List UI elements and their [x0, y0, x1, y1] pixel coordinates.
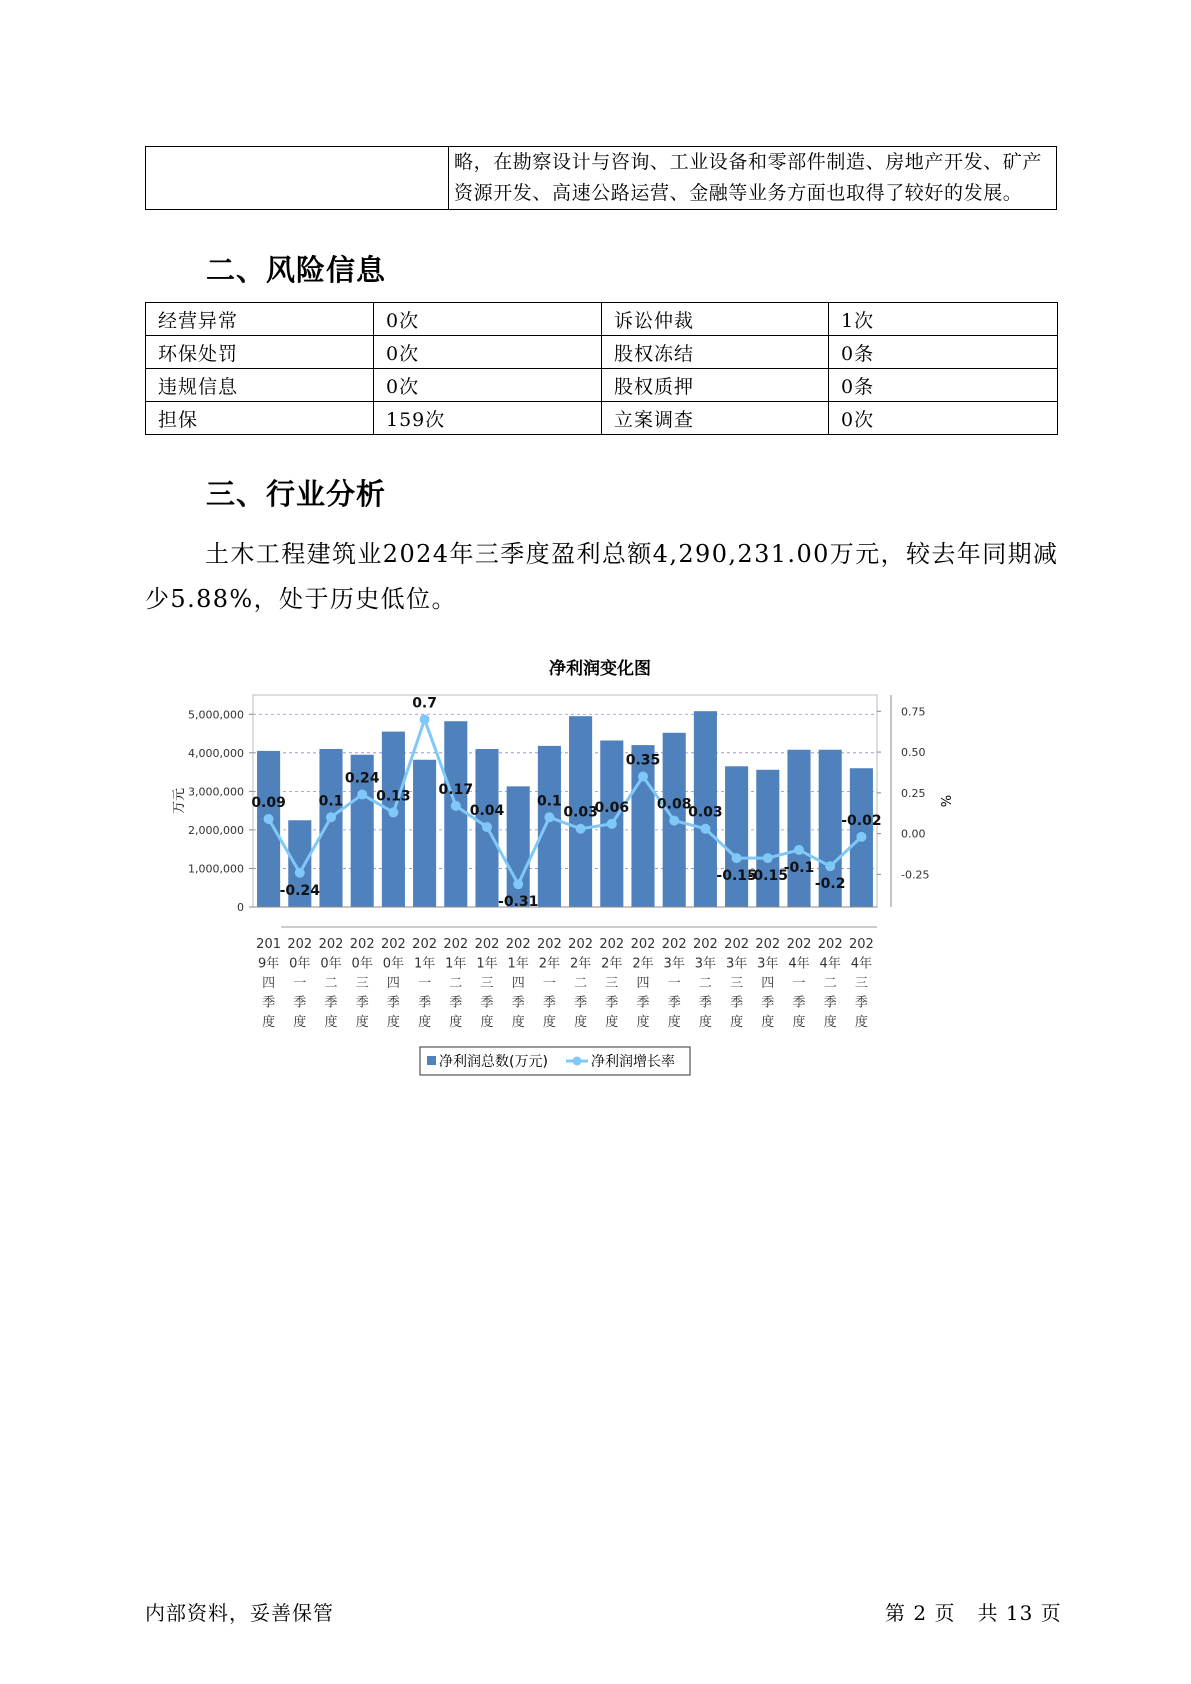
x-category-part: 度	[823, 1015, 837, 1030]
risk-row	[146, 336, 1058, 369]
x-category-part: 0年	[382, 956, 405, 972]
x-category-label	[599, 937, 624, 1030]
net-profit-bar	[319, 749, 342, 907]
growth-rate-label: -0.02	[841, 812, 882, 829]
x-category-part: 4年	[850, 956, 873, 972]
x-category-part: 季	[792, 995, 806, 1011]
x-category-part: 3年	[694, 956, 717, 972]
x-category-part: 202	[599, 937, 625, 952]
x-category-part: 季	[262, 995, 276, 1011]
y2-tick-label: 0.00	[901, 827, 926, 841]
x-category-label	[443, 937, 468, 1030]
x-category-part: 度	[449, 1015, 463, 1030]
growth-rate-label: -0.2	[814, 876, 846, 893]
growth-rate-point	[357, 789, 367, 799]
growth-rate-label: 0.17	[438, 781, 474, 798]
risk-label-cell: 立案调查	[602, 402, 829, 435]
risk-label-cell: 股权质押	[602, 369, 829, 402]
x-category-part: 202	[536, 937, 562, 952]
x-category-part: 季	[480, 995, 494, 1011]
net-profit-bar	[257, 751, 280, 907]
risk-value-cell: 0次	[374, 369, 602, 402]
net-profit-bar	[787, 750, 810, 907]
footer-page-number: 第 2 页 共 13 页	[885, 1601, 1062, 1625]
growth-rate-label: 0.24	[344, 770, 380, 787]
x-category-part: 季	[574, 995, 588, 1011]
x-category-label	[319, 937, 344, 1030]
x-category-part: 季	[511, 995, 525, 1011]
net-profit-bar	[538, 746, 561, 907]
x-category-part: 二	[324, 976, 338, 991]
x-category-part: 季	[293, 995, 307, 1011]
x-category-part: 202	[817, 937, 843, 952]
risk-label-cell: 环保处罚	[146, 336, 374, 369]
x-category-part: 一	[667, 976, 681, 991]
x-category-part: 季	[542, 995, 556, 1011]
y-tick-label: 4,000,000	[188, 746, 244, 760]
x-category-part: 202	[692, 937, 718, 952]
description-line-2: 资源开发、高速公路运营、金融等业务方面也取得了较好的发展。	[454, 182, 1023, 204]
x-category-part: 202	[661, 937, 687, 952]
x-category-part: 度	[542, 1015, 556, 1030]
risk-label-cell: 经营异常	[146, 303, 374, 336]
x-category-label	[787, 937, 812, 1030]
x-category-label	[412, 937, 437, 1030]
risk-label-cell: 担保	[146, 402, 374, 435]
x-category-part: 度	[761, 1015, 775, 1030]
x-category-part: 202	[349, 937, 375, 952]
x-category-part: 三	[355, 976, 369, 991]
x-category-part: 季	[730, 995, 744, 1011]
y2-tick-label: 0.75	[901, 705, 926, 719]
growth-rate-label: 0.03	[688, 804, 723, 821]
x-category-part: 度	[574, 1015, 588, 1030]
x-category-part: 度	[511, 1015, 525, 1030]
x-category-part: 度	[480, 1015, 494, 1030]
net-profit-bar	[444, 721, 467, 907]
growth-rate-label: 0.06	[594, 799, 630, 816]
x-category-label	[537, 937, 562, 1030]
x-category-part: 3年	[757, 956, 779, 972]
growth-rate-label: 0.09	[251, 794, 286, 811]
x-category-part: 四	[761, 976, 775, 991]
x-category-label	[568, 937, 593, 1030]
legend-line-label: 净利润增长率	[591, 1054, 675, 1070]
x-category-label	[631, 937, 656, 1030]
y-tick-label: 0	[237, 901, 244, 914]
x-category-part: 202	[568, 937, 594, 952]
x-category-label	[693, 937, 718, 1030]
x-category-part: 1年	[507, 956, 529, 972]
y2-tick-label: 0.50	[901, 746, 926, 760]
x-category-part: 季	[698, 995, 712, 1011]
risk-value-cell: 159次	[374, 402, 602, 435]
x-category-part: 202	[412, 937, 438, 952]
x-category-label	[381, 937, 406, 1030]
x-axis-categories	[256, 937, 874, 1030]
growth-rate-point	[825, 861, 835, 871]
growth-rate-point	[388, 807, 398, 817]
x-category-part: 二	[823, 976, 837, 991]
x-category-label	[849, 937, 874, 1030]
business-description-table	[145, 146, 1057, 210]
x-category-label	[350, 937, 375, 1030]
net-profit-bar	[631, 745, 654, 907]
y-tick-label: 5,000,000	[188, 708, 244, 722]
x-category-part: 季	[386, 995, 400, 1011]
x-category-part: 四	[386, 976, 400, 991]
x-category-part: 201	[256, 937, 282, 952]
growth-rate-point	[638, 772, 648, 782]
growth-rate-point	[732, 853, 742, 863]
growth-rate-point	[576, 824, 586, 834]
x-category-part: 度	[636, 1015, 650, 1030]
growth-rate-point	[856, 832, 866, 842]
x-category-label	[287, 937, 312, 1030]
business-description-cell	[449, 147, 1057, 210]
x-category-part: 202	[505, 937, 531, 952]
risk-row	[146, 303, 1058, 336]
x-category-part: 季	[823, 995, 837, 1011]
y-tick-label: 1,000,000	[188, 862, 244, 876]
x-category-part: 季	[324, 995, 338, 1011]
x-category-part: 度	[418, 1015, 432, 1030]
x-category-label	[755, 937, 780, 1030]
net-profit-bar	[413, 760, 436, 907]
x-category-part: 1年	[445, 956, 467, 972]
x-category-part: 202	[474, 937, 500, 952]
x-category-part: 三	[480, 976, 494, 991]
x-category-part: 三	[854, 976, 868, 991]
growth-rate-label: 0.1	[318, 793, 344, 810]
y2-axis-title: %	[937, 794, 952, 808]
description-line-1: 略，在勘察设计与咨询、工业设备和零部件制造、房地产开发、矿产	[454, 151, 1043, 173]
risk-value-cell: 0次	[374, 303, 602, 336]
growth-rate-point	[544, 812, 554, 822]
growth-rate-point	[700, 824, 710, 834]
x-category-part: 度	[262, 1015, 276, 1030]
x-category-part: 四	[636, 976, 650, 991]
x-category-label	[506, 937, 531, 1030]
x-category-part: 3年	[663, 956, 685, 972]
x-category-part: 一	[792, 976, 806, 991]
x-category-part: 季	[355, 995, 369, 1011]
growth-rate-label: 0.13	[376, 788, 411, 805]
x-category-part: 季	[854, 995, 868, 1011]
x-category-part: 季	[761, 995, 775, 1011]
x-category-part: 度	[792, 1015, 806, 1030]
risk-value-cell: 0次	[374, 336, 602, 369]
risk-label-cell: 诉讼仲裁	[602, 303, 829, 336]
industry-analysis-text: 土木工程建筑业2024年三季度盈利总额4,290,231.00万元，较去年同期减少5.88%，处于历史低位。	[145, 540, 1059, 613]
growth-rate-label: 0.08	[656, 796, 692, 813]
growth-rate-point	[295, 868, 305, 878]
x-category-part: 二	[449, 976, 463, 991]
section-title-risk: 二、风险信息	[206, 253, 387, 287]
y-tick-label: 3,000,000	[188, 785, 244, 799]
risk-label-cell: 股权冻结	[602, 336, 829, 369]
x-category-part: 1年	[413, 956, 436, 972]
growth-rate-label: -0.15	[716, 868, 757, 885]
x-category-part: 度	[730, 1015, 744, 1030]
growth-rate-label: 0.04	[469, 803, 505, 820]
risk-value-cell: 1次	[829, 303, 1058, 336]
x-category-label	[256, 937, 281, 1030]
x-category-part: 一	[418, 976, 432, 991]
x-category-part: 202	[724, 937, 750, 952]
growth-rate-label: -0.24	[279, 882, 320, 899]
x-category-part: 三	[605, 976, 619, 991]
x-category-part: 3年	[725, 956, 748, 972]
x-category-part: 度	[854, 1015, 868, 1030]
x-category-part: 二	[698, 976, 712, 991]
net-profit-bar	[725, 766, 748, 907]
x-category-part: 202	[318, 937, 344, 952]
x-category-part: 度	[293, 1015, 307, 1030]
x-category-part: 三	[730, 976, 744, 991]
growth-rate-point	[420, 714, 430, 724]
growth-rate-point	[451, 801, 461, 811]
chart-title: 净利润变化图	[549, 659, 651, 679]
x-category-part: 季	[449, 995, 463, 1011]
growth-rate-label: 0.03	[563, 804, 598, 821]
growth-rate-label: -0.1	[783, 859, 815, 876]
growth-rate-label: 0.1	[536, 793, 562, 810]
risk-value-cell: 0条	[829, 336, 1058, 369]
x-category-part: 0年	[320, 956, 342, 972]
growth-rate-point	[794, 845, 804, 855]
net-profit-bar	[382, 732, 405, 907]
growth-rate-label: -0.31	[498, 894, 539, 911]
x-category-part: 202	[755, 937, 781, 952]
empty-label-cell	[146, 147, 449, 210]
growth-rate-point	[763, 853, 773, 863]
x-category-part: 2年	[569, 956, 592, 972]
x-category-part: 二	[574, 976, 588, 991]
x-category-part: 202	[630, 937, 656, 952]
x-category-part: 四	[262, 976, 276, 991]
x-category-part: 一	[542, 976, 556, 991]
growth-rate-label: -0.15	[747, 868, 788, 885]
legend-line-marker	[573, 1057, 582, 1066]
y2-tick-label: -0.25	[901, 868, 930, 882]
x-category-part: 1年	[476, 956, 498, 972]
x-category-part: 202	[848, 937, 874, 952]
x-category-label	[818, 937, 843, 1030]
x-category-part: 4年	[819, 956, 841, 972]
x-category-part: 一	[293, 976, 307, 991]
x-category-label	[662, 937, 687, 1030]
growth-rate-point	[513, 879, 523, 889]
x-category-part: 4年	[788, 956, 810, 972]
x-category-part: 2年	[601, 956, 623, 972]
x-category-part: 202	[380, 937, 406, 952]
risk-info-table	[145, 302, 1058, 435]
net-profit-chart	[170, 655, 1030, 1100]
growth-rate-point	[326, 812, 336, 822]
growth-rate-label: 0.35	[625, 752, 661, 769]
chart-legend	[420, 1047, 690, 1075]
section-title-industry: 三、行业分析	[206, 477, 387, 511]
x-category-part: 度	[355, 1015, 369, 1030]
x-category-part: 季	[636, 995, 650, 1011]
net-profit-bar	[756, 770, 779, 907]
risk-row	[146, 369, 1058, 402]
x-category-part: 度	[605, 1015, 619, 1030]
industry-analysis-paragraph	[145, 532, 1060, 622]
growth-rate-label: 0.7	[412, 695, 438, 712]
x-category-part: 季	[418, 995, 432, 1011]
x-category-part: 202	[443, 937, 469, 952]
risk-value-cell: 0条	[829, 369, 1058, 402]
risk-value-cell: 0次	[829, 402, 1058, 435]
y2-tick-label: 0.25	[901, 786, 926, 800]
growth-rate-point	[482, 822, 492, 832]
risk-table-body	[146, 303, 1058, 435]
x-category-label	[724, 937, 749, 1030]
growth-rate-point	[607, 819, 617, 829]
legend-bar-swatch	[427, 1056, 436, 1065]
risk-row	[146, 402, 1058, 435]
x-category-part: 0年	[289, 956, 311, 972]
y-tick-label: 2,000,000	[188, 823, 244, 837]
y-axis-title: 万元	[172, 787, 187, 815]
x-category-part: 9年	[257, 956, 280, 972]
x-category-part: 0年	[351, 956, 373, 972]
x-category-part: 202	[287, 937, 313, 952]
growth-rate-point	[264, 814, 274, 824]
growth-rate-point	[669, 816, 679, 826]
x-category-label	[475, 937, 500, 1030]
x-category-part: 度	[667, 1015, 681, 1030]
legend-bar-label: 净利润总数(万元)	[439, 1054, 548, 1070]
x-category-part: 2年	[538, 956, 561, 972]
x-category-part: 度	[324, 1015, 338, 1030]
x-category-part: 度	[698, 1015, 712, 1030]
x-category-part: 季	[667, 995, 681, 1011]
x-category-part: 度	[386, 1015, 400, 1030]
x-category-part: 四	[511, 976, 525, 991]
x-category-part: 2年	[632, 956, 654, 972]
footer-confidential-note: 内部资料，妥善保管	[145, 1601, 334, 1625]
risk-label-cell: 违规信息	[146, 369, 374, 402]
x-category-part: 季	[605, 995, 619, 1011]
x-category-part: 202	[786, 937, 812, 952]
